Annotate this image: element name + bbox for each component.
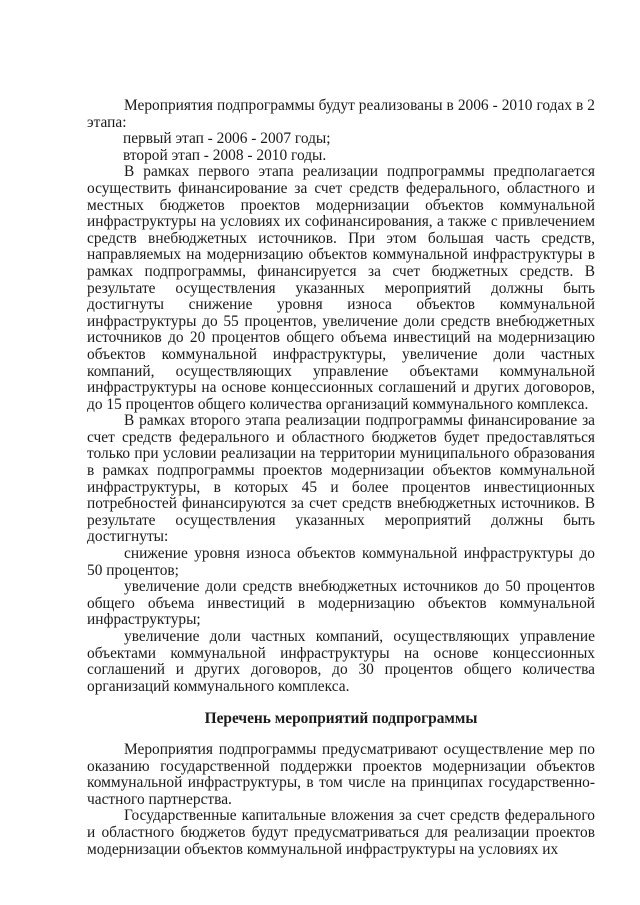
paragraph-stage-one: первый этап - 2006 - 2007 годы; bbox=[123, 130, 331, 148]
section-heading: Перечень мероприятий подпрограммы bbox=[204, 710, 478, 727]
paragraph-stage-two: второй этап - 2008 - 2010 годы. bbox=[123, 146, 327, 164]
paragraph-capital-investments: Государственные капитальные вложения за счет средств федерального и областного бюджетов будут предусматриваться для реализации проектов модернизации объектов коммунальной инфраструктуры на условиях их bbox=[87, 807, 595, 858]
paragraph-target-private: увеличение доли частных компаний, осуществляющих управление объектами коммунальной инфраструктуры на основе концессионных соглашений и других договоров, до 30 процентов общего количества организаций коммунального комплекса. bbox=[87, 628, 595, 695]
paragraph-second-stage-details: В рамках второго этапа реализации подпрограммы финансирование за счет средств федерального и областного бюджетов будет предоставляться только при условии реализации на территории муниципального образования в рамках подпрограммы проектов модернизации объектов коммунальной инфраструктуры, в которых 45 и более процентов инвестиционных потребностей финансируются за счет средств внебюджетных источников. В результате осуществления указанных мероприятий должны быть достигнуты: bbox=[87, 412, 595, 546]
paragraph-first-stage-details: В рамках первого этапа реализации подпрограммы предполагается осуществить финансирование за счет средств федерального, областного и местных бюджетов проектов модернизации объектов коммунальной инфраструктуры на условиях их софинансирования, а также с привлечением средств внебюджетных источников. При этом большая часть средств, направляемых на модернизацию объектов коммунальной инфраструктуры в рамках подпрограммы, финансируется за счет бюджетных средств. В результате осуществления указанных мероприятий должны быть достигнуты снижение уровня износа объектов коммунальной инфраструктуры до 55 процентов, увеличение доли средств внебюджетных источников до 20 процентов общего объема инвестиций на модернизацию объектов коммунальной инфраструктуры, увеличение доли частных компаний, осуществляющих управление объектами коммунальной инфраструктуры на основе концессионных соглашений и других договоров, до 15 процентов общего количества организаций коммунального комплекса. bbox=[87, 163, 595, 413]
paragraph-measures: Мероприятия подпрограммы предусматривают осуществление мер по оказанию государственной поддержки проектов модернизации объектов коммунальной инфраструктуры, в том числе на принципах государственно-частного партнерства. bbox=[87, 741, 595, 808]
paragraph-target-extrabudget: увеличение доли средств внебюджетных источников до 50 процентов общего объема инвестиций в модернизацию объектов коммунальной инфраструктуры; bbox=[87, 578, 595, 629]
body-text-upper bbox=[87, 98, 595, 695]
body-text-lower bbox=[87, 742, 595, 858]
paragraph-target-wear: снижение уровня износа объектов коммунальной инфраструктуры до 50 процентов; bbox=[87, 545, 595, 579]
paragraph-stages-intro: Мероприятия подпрограммы будут реализованы в 2006 - 2010 годах в 2 этапа: bbox=[87, 97, 595, 131]
